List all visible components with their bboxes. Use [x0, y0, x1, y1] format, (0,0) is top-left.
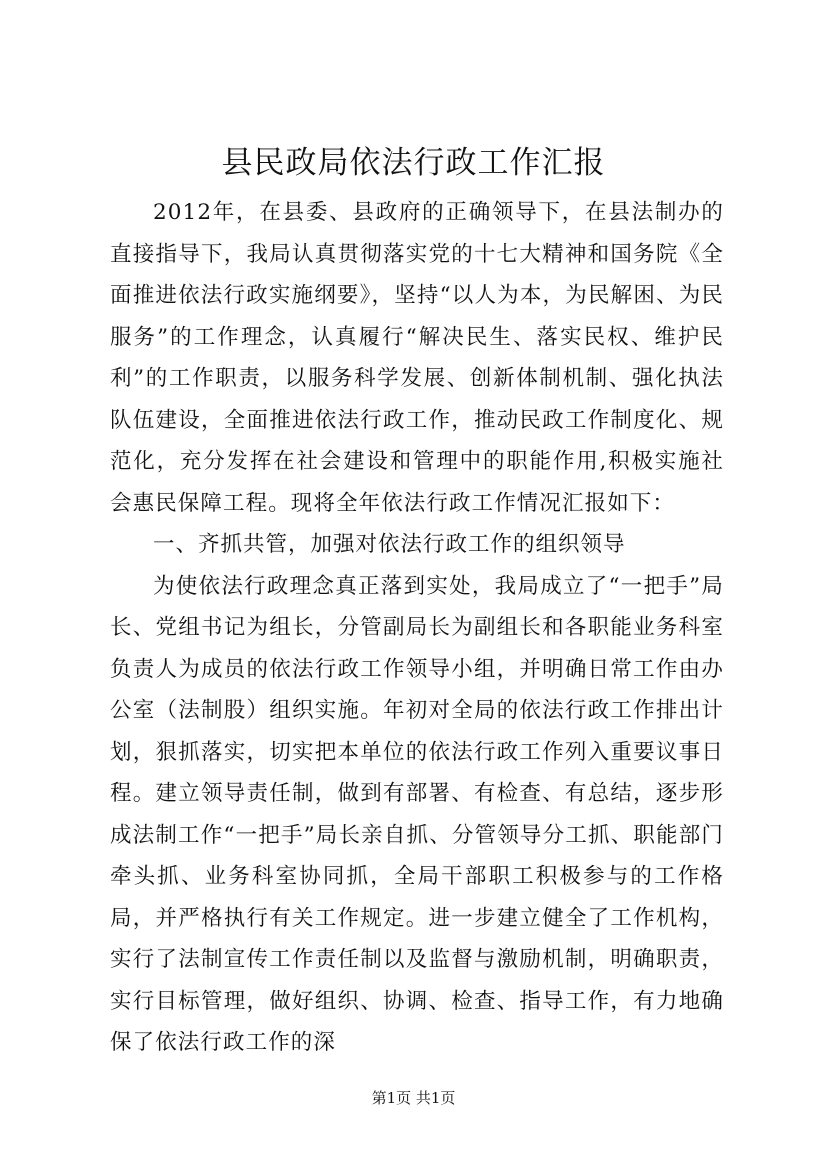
- page-footer: 第1页 共1页: [371, 1089, 456, 1107]
- section-heading: 一、齐抓共管，加强对依法行政工作的组织领导: [153, 532, 626, 557]
- document-title: 县民政局依法行政工作汇报: [221, 145, 606, 181]
- section-paragraph: 为使依法行政理念真正落到实处，我局成立了“一把手”局长、党组书记为组长，分管副局长为副组长和各职能业务科室负责人为成员的依法行政工作领导小组，并明确日常工作由办公室（法制股）组织实施。年初对全局的依法行政工作排出计划，狠抓落实，切实把本单位的依法行政工作列入重要议事日程。建立领导责任制，做到有部署、有检查、有总结，逐步形成法制工作“一把手”局长亲自抓、分管领导分工抓、职能部门牵头抓、业务科室协同抓，全局干部职工积极参与的工作格局，并严格执行有关工作规定。进一步建立健全了工作机构，实行了法制宣传工作责任制以及监督与激励机制，明确职责，实行目标管理，做好组织、协调、检查、指导工作，有力地确保了依法行政工作的深: [110, 573, 724, 1055]
- intro-paragraph: 2012年，在县委、县政府的正确领导下，在县法制办的直接指导下，我局认真贯彻落实党的十七大精神和国务院《全面推进依法行政实施纲要》，坚持“以人为本，为民解困、为民服务”的工作理念，认真履行“解决民生、落实民权、维护民利”的工作职责，以服务科学发展、创新体制机制、强化执法队伍建设，全面推进依法行政工作，推动民政工作制度化、规范化，充分发挥在社会建设和管理中的职能作用,积极实施社会惠民保障工程。现将全年依法行政工作情况汇报如下：: [110, 200, 724, 516]
- document-body: [110, 192, 724, 1064]
